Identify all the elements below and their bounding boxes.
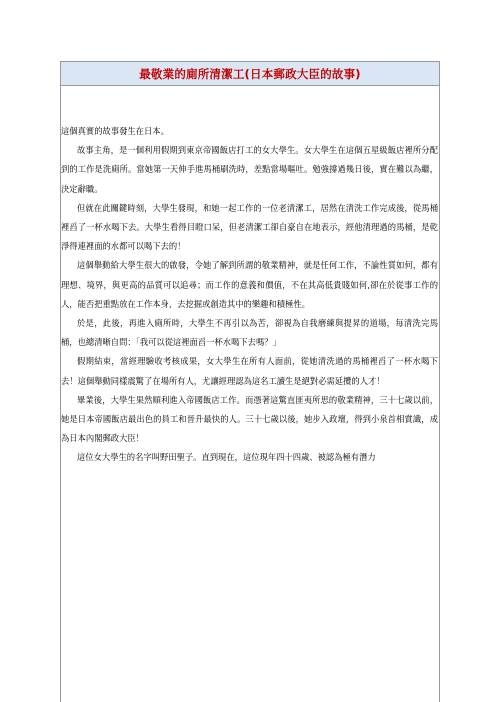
title-bar	[60, 61, 440, 86]
paragraph: 但就在此關鍵時刻，大學生發現，和她一起工作的一位老清潔工，居然在清洗工作完成後，從馬桶裡舀了一杯水喝下去。大學生看得目瞪口呆，但老清潔工卻自豪自在地表示，經他清理過的馬桶，是乾淨得連裡面的水都可以喝下去的！	[61, 202, 438, 252]
paragraph: 畢業後，大學生果然順利進入帝國飯店工作。而憑著這驚直匪夷所思的敬業精神，三十七歲以前，她是日本帝國飯店最出色的員工和晉升最快的人。三十七歲以後，她步入政壇，得到小泉首相賞識，成為日本內閣郵政大臣！	[61, 394, 438, 444]
paragraph: 這位女大學生的名字叫野田聖子。直到現在，這位現年四十四歲、被認為極有潛力	[77, 452, 376, 463]
paragraph: 故事主角，是一個利用假期到東京帝國飯店打工的女大學生。女大學生在這個五星級飯店裡所分配到的工作是洗廁所。當她第一天伸手進馬桶刷洗時，差點當場嘔吐。勉強撐過幾日後，實在難以為繼，決定辭職。	[61, 145, 438, 194]
paragraph: 這個真實的故事發生在日本。	[61, 126, 169, 136]
document-title: 最敬業的廁所清潔工(日本郵政大臣的故事)	[139, 66, 361, 81]
paragraph: 假期結束，當經理驗收考核成果，女大學生在所有人面前，從她清洗過的馬桶裡舀了一杯水喝下去！這個舉動同樣震驚了在場所有人，尤讓經理認為這名工讀生是絕對必需延攬的人才！	[61, 356, 438, 386]
paragraph: 這個舉動給大學生很大的啟發，令她了解到所謂的敬業精神，就是任何工作，不論性質如何，都有理想、境界，與更高的品質可以追尋；而工作的意義和價值，不在其高低貴賤如何,卻在於從事工作的人，能否把重點放在工作本身，去挖掘或創造其中的樂趣和積極性。	[61, 260, 438, 309]
paragraph: 於是，此後，再進入廁所時，大學生不再引以為苦，卻視為自我磨練與提昇的道場，每清洗完馬桶，也總清晰自問：「我可以從這裡面舀一杯水喝下去嗎？」	[61, 318, 438, 348]
document-body	[61, 122, 438, 468]
